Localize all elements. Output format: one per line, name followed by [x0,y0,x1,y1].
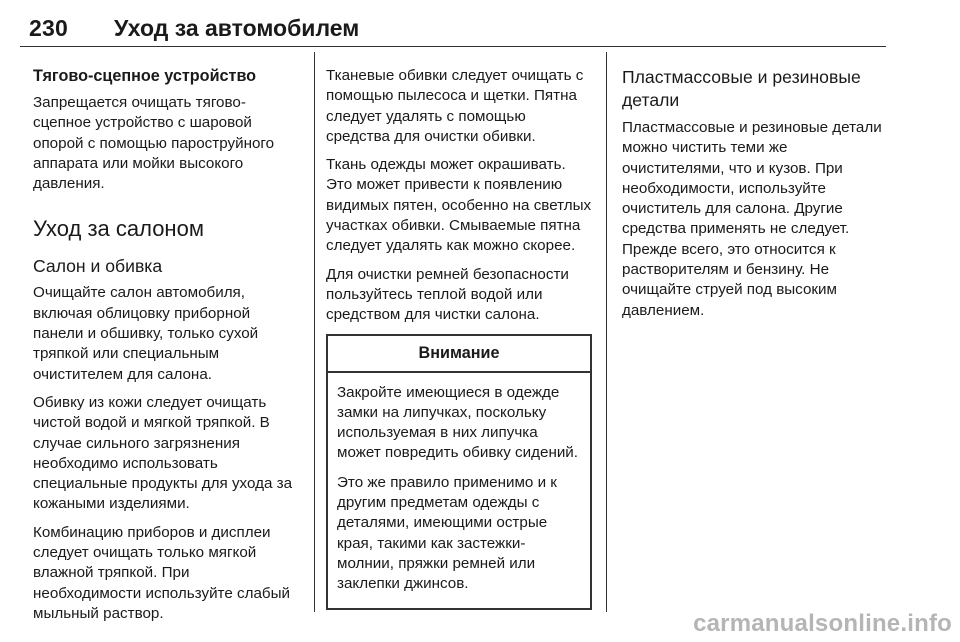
heading-interior-care: Уход за салоном [33,216,204,242]
caution-paragraph-velcro: Закройте имеющиеся в одежде замки на липучках, поскольку используемая в них липучка может повредить обивку сидений. [337,383,579,462]
watermark-text: carmanualsonline.info [693,610,952,637]
page-header [20,6,886,47]
column-left [33,52,301,632]
page-number: 230 [29,15,68,41]
paragraph-leather-care: Обивку из кожи следует очищать чистой водой и мягкой тряпкой. В случае сильного загрязнения необходимо использовать специальные продукты для ухода за кожаными изделиями. [33,393,293,513]
paragraph-seatbelt-cleaning: Для очистки ремней безопасности пользуйтесь теплой водой или средством для чистки салона. [326,265,569,324]
column-middle [326,52,592,610]
caution-notice-title: Внимание [328,336,590,373]
caution-notice-body [328,373,590,608]
column-divider-left [314,52,315,612]
heading-plastic-rubber-parts: Пластмассовые и резиновые детали [622,67,861,110]
paragraph-fabric-stains: Ткань одежды может окрашивать. Это может привести к появлению видимых пятен, особенно на светлых участках обивки. Смываемые пятна следует удалять как можно скорее. [326,156,592,255]
column-divider-right [606,52,607,612]
caution-notice [326,334,592,610]
chapter-title: Уход за автомобилем [114,15,360,41]
paragraph-fabric-cleaning: Тканевые обивки следует очищать с помощью пылесоса и щетки. Пятна следует удалять с помощью средства для очистки обивки. [326,67,584,145]
heading-towing-device: Тягово-сцепное устройство [33,67,257,85]
caution-paragraph-sharp-edges: Это же правило применимо и к другим предметам одежды с деталями, имеющими острые края, такими как застежки-молнии, пряжки ремней или заклепки джинсов. [337,473,557,593]
paragraph-interior-cleaning: Очищайте салон автомобиля, включая облицовку приборной панели и обшивку, только сухой тряпкой или специальным очистителем для салона. [33,284,259,383]
column-right [622,52,886,329]
paragraph-plastic-rubber-cleaning: Пластмассовые и резиновые детали можно чистить теми же очистителями, что и кузов. При необходимости, используйте очиститель для салона. Другие средства применять не следует. Прежде всего, это относится к растворителям и бензину. Не очищайте струей под высоким давлением. [622,119,882,319]
heading-interior-upholstery: Салон и обивка [33,256,163,277]
paragraph-instrument-cleaning: Комбинацию приборов и дисплеи следует очищать только мягкой влажной тряпкой. При необходимости используйте слабый мыльный раствор. [33,523,291,622]
paragraph-towing: Запрещается очищать тягово-сцепное устройство с шаровой опорой с помощью пароструйного аппарата или мойки высокого давления. [33,94,275,193]
